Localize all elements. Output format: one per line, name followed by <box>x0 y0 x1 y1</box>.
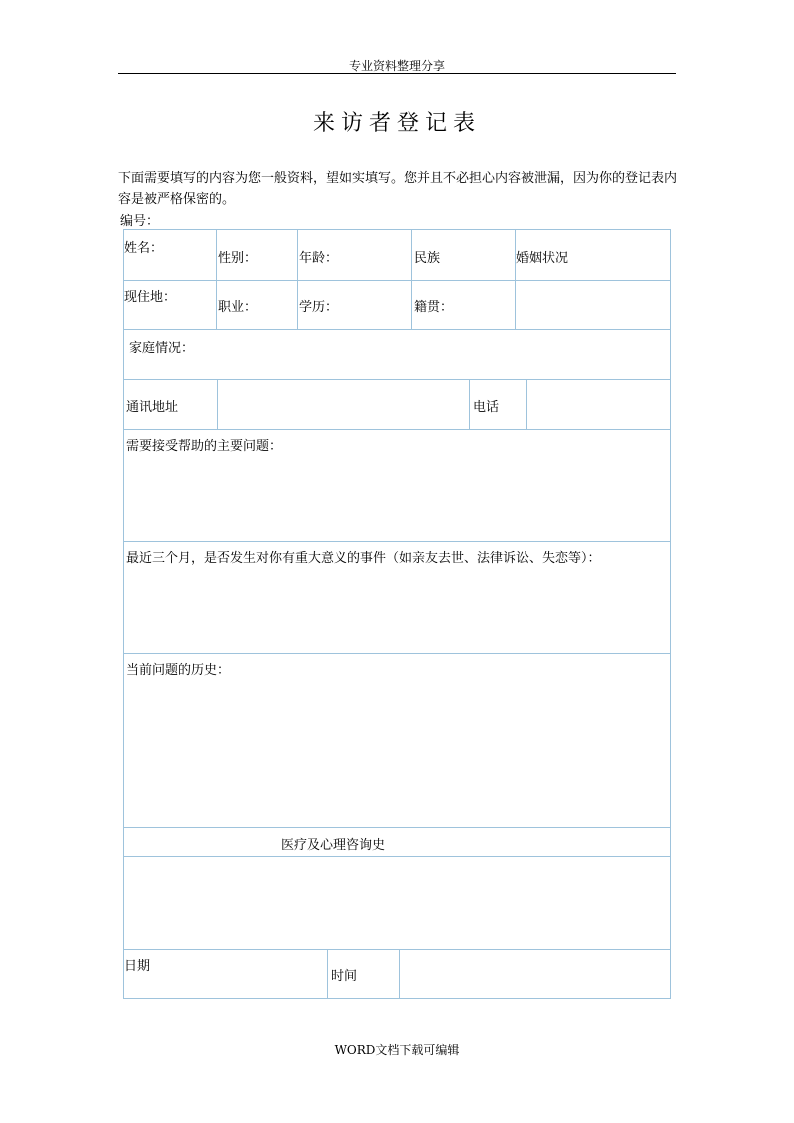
occupation-label: 职业： <box>218 300 258 315</box>
ethnicity-label: 民族 <box>414 251 441 266</box>
problem-history-label: 当前问题的历史： <box>126 663 231 678</box>
column-line <box>515 229 516 330</box>
main-problem-label: 需要接受帮助的主要问题： <box>126 439 283 454</box>
address-label: 通讯地址 <box>126 400 179 415</box>
residence-label: 现住地： <box>124 290 177 305</box>
document-title: 来访者登记表 <box>312 111 481 136</box>
recent-events-label: 最近三个月，是否发生对你有重大意义的事件（如亲友去世、法律诉讼、失恋等）： <box>126 551 601 566</box>
phone-label: 电话 <box>473 400 500 415</box>
page-footer: WORD文档下载可编辑 <box>334 1043 460 1057</box>
row-line <box>123 856 671 857</box>
column-line <box>526 379 527 430</box>
date-label: 日期 <box>124 959 151 974</box>
education-label: 学历： <box>299 300 339 315</box>
column-line <box>411 229 412 330</box>
column-line <box>327 949 328 999</box>
table-border-right <box>670 229 671 999</box>
row-line <box>123 329 671 330</box>
column-line <box>469 379 470 430</box>
family-situation-label: 家庭情况： <box>129 341 195 356</box>
row-line <box>123 827 671 828</box>
name-label: 姓名： <box>124 241 164 256</box>
intro-paragraph: 下面需要填写的内容为您一般资料，望如实填写。您并且不必担心内容被泄漏，因为你的登记表内容是被严格保密的。 <box>118 171 678 207</box>
row-line <box>123 379 671 380</box>
row-line <box>123 653 671 654</box>
column-line <box>216 229 217 330</box>
serial-number-label: 编号： <box>120 214 160 229</box>
header-rule <box>118 73 676 74</box>
row-line <box>123 541 671 542</box>
medical-history-label: 医疗及心理咨询史 <box>281 838 386 853</box>
table-border-left <box>123 229 124 999</box>
hometown-label: 籍贯： <box>414 300 454 315</box>
table-border-top <box>123 229 671 230</box>
column-line <box>399 949 400 999</box>
row-line <box>123 280 671 281</box>
gender-label: 性别： <box>218 251 258 266</box>
time-label: 时间 <box>331 969 358 984</box>
table-border-bottom <box>123 998 671 999</box>
age-label: 年龄： <box>299 251 339 266</box>
marital-status-label: 婚姻状况 <box>516 251 569 266</box>
row-line <box>123 429 671 430</box>
column-line <box>217 379 218 430</box>
column-line <box>297 229 298 330</box>
page-header: 专业资料整理分享 <box>348 59 445 73</box>
row-line <box>123 949 671 950</box>
